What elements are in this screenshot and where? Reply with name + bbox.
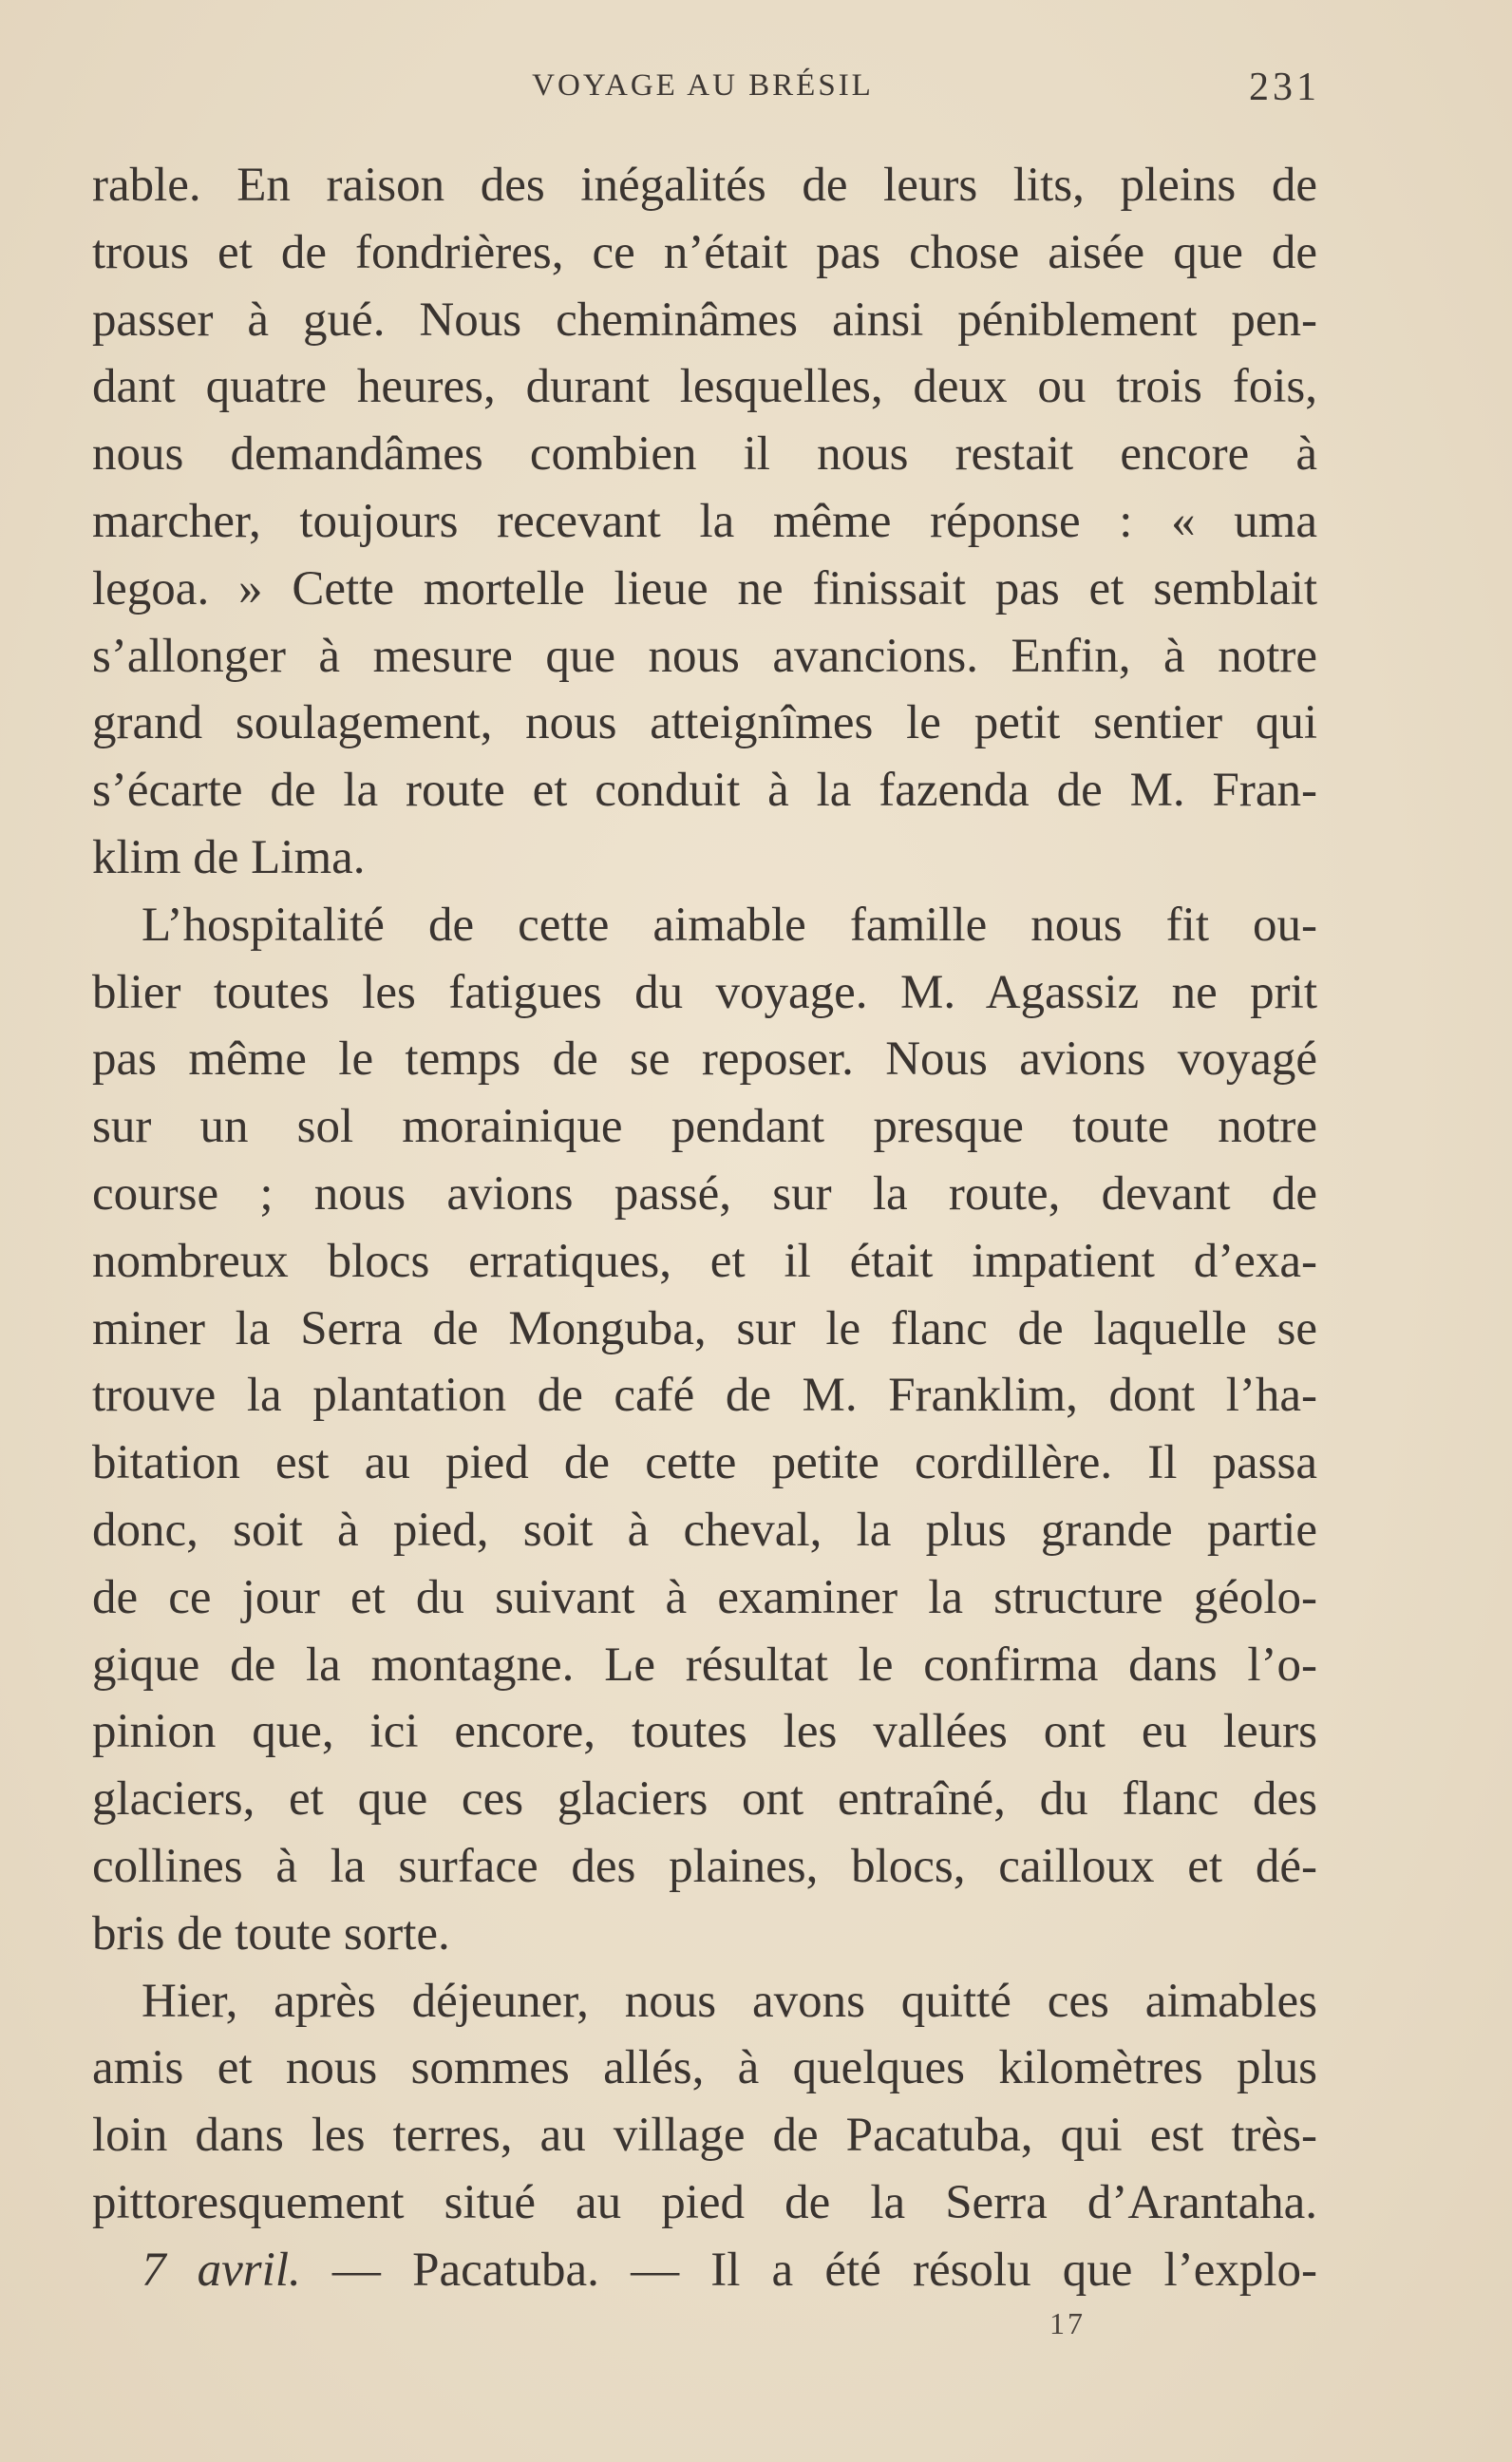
text-line: L’hospitalité de cette aimable famille nous fit ou-	[142, 898, 1317, 952]
text-line: sur un sol morainique pendant presque toute notre	[92, 1100, 1317, 1154]
text-line: pinion que, ici encore, toutes les vallées ont eu leurs	[92, 1705, 1317, 1759]
text-line: rable. En raison des inégalités de leurs lits, pleins de	[92, 159, 1317, 212]
text-line: s’allonger à mesure que nous avancions. Enfin, à notre	[92, 629, 1317, 683]
page-number: 231	[1249, 66, 1320, 109]
text-line: pittoresquement situé au pied de la Serra d’Arantaha.	[92, 2175, 1317, 2229]
text-line: collines à la surface des plaines, blocs, cailloux et dé-	[92, 1839, 1317, 1893]
entry-date: 7 avril.	[142, 2243, 301, 2297]
text-line: nombreux blocs erratiques, et il était impatient d’exa-	[92, 1234, 1317, 1288]
text-line: miner la Serra de Monguba, sur le flanc de laquelle se	[92, 1301, 1317, 1355]
text-line: trous et de fondrières, ce n’était pas chose aisée que de	[92, 225, 1317, 279]
text-line: dant quatre heures, durant lesquelles, deux ou trois fois,	[92, 360, 1317, 414]
text-line: bitation est au pied de cette petite cordillère. Il passa	[92, 1436, 1317, 1490]
body-text	[92, 152, 1317, 2304]
text-line: legoa. » Cette mortelle lieue ne finissait pas et semblait	[92, 561, 1317, 616]
running-title: VOYAGE AU BRÉSIL	[532, 68, 874, 103]
text-line-final	[92, 2237, 1317, 2304]
text-line: Hier, après déjeuner, nous avons quitté ces aimables	[142, 1974, 1317, 2028]
text-line: loin dans les terres, au village de Pacatuba, qui est très-	[92, 2109, 1317, 2163]
text-line: s’écarte de la route et conduit à la fazenda de M. Fran-	[92, 764, 1317, 818]
text-line: course ; nous avions passé, sur la route, devant de	[92, 1166, 1317, 1221]
text-line: de ce jour et du suivant à examiner la structure géolo-	[92, 1570, 1317, 1624]
text-line: nous demandâmes combien il nous restait encore à	[92, 427, 1317, 482]
text-line: blier toutes les fatigues du voyage. M. Agassiz ne prit	[92, 965, 1317, 1019]
text-line: klim de Lima.	[92, 830, 366, 884]
text-line: glaciers, et que ces glaciers ont entraîné, du flanc des	[92, 1772, 1317, 1827]
running-head	[85, 68, 1320, 116]
text-line: gique de la montagne. Le résultat le confirma dans l’o-	[92, 1638, 1317, 1692]
text-line: bris de toute sorte.	[92, 1906, 450, 1960]
text-line: passer à gué. Nous cheminâmes ainsi péniblement pen-	[92, 293, 1317, 347]
text-line: grand soulagement, nous atteignîmes le petit sentier qui	[92, 696, 1317, 750]
text-line: amis et nous sommes allés, à quelques kilomètres plus	[92, 2041, 1317, 2095]
text-line: donc, soit à pied, soit à cheval, la plus grande partie	[92, 1503, 1317, 1557]
text-line: pas même le temps de se reposer. Nous avions voyagé	[92, 1032, 1317, 1087]
text-line: trouve la plantation de café de M. Franklim, dont l’ha-	[92, 1369, 1317, 1423]
signature-mark: 17	[1049, 2306, 1086, 2340]
text-line: marcher, toujours recevant la même réponse : « uma	[92, 494, 1317, 548]
entry-text: — Pacatuba. — Il a été résolu que l’explo-	[300, 2243, 1317, 2297]
